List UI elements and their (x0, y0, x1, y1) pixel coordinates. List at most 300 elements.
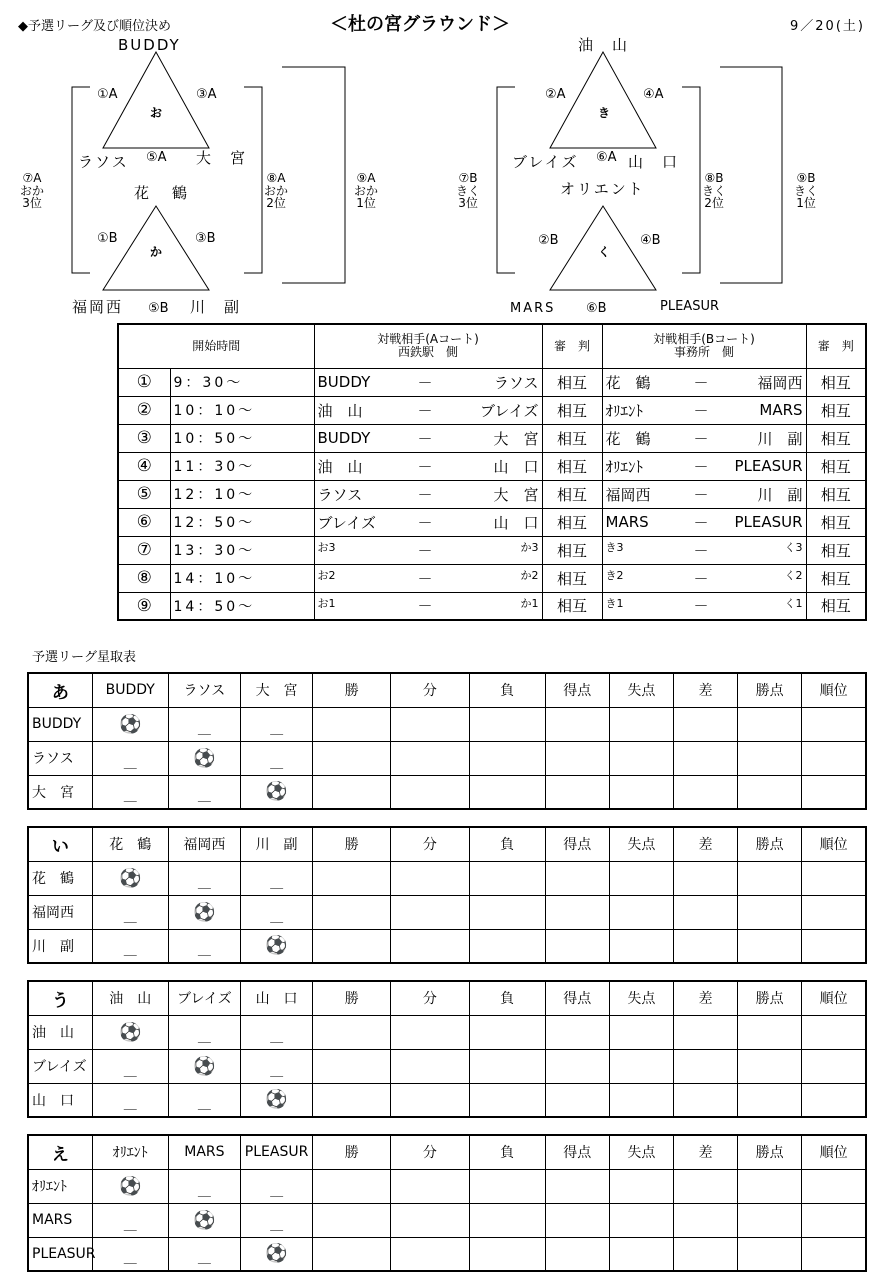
team-label: MARS (510, 301, 556, 316)
versus-dash: － (684, 368, 718, 396)
team-column-header: 川 副 (240, 827, 312, 861)
group-name: え (28, 1135, 92, 1169)
stat-header: 勝 (313, 673, 391, 707)
stat-header: 得点 (545, 981, 609, 1015)
rank-label-8a: ⑧A おか 2位 (264, 171, 289, 211)
stat-header: 負 (469, 827, 545, 861)
empty-result-mark: ＿ (92, 1049, 168, 1083)
soccer-ball-icon: ⚽ (168, 895, 240, 929)
stat-cell (802, 707, 866, 741)
team-label: ブレイズ (512, 153, 579, 171)
stat-cell (673, 1203, 737, 1237)
stat-cell (545, 861, 609, 895)
match-label: ②A (545, 87, 566, 102)
empty-result-mark: ＿ (168, 861, 240, 895)
stat-cell (609, 1237, 673, 1271)
stat-cell (609, 895, 673, 929)
stat-cell (469, 895, 545, 929)
versus-dash: － (684, 508, 718, 536)
stat-cell (313, 1169, 391, 1203)
court-b-team-1: 花 鶴 (602, 424, 684, 452)
stat-cell (545, 1237, 609, 1271)
soccer-ball-icon: ⚽ (92, 1015, 168, 1049)
start-time: 13：30～ (170, 536, 314, 564)
empty-result-mark: ＿ (240, 1203, 312, 1237)
start-time: 9：30～ (170, 368, 314, 396)
standings-row (28, 775, 866, 809)
stat-cell (673, 1015, 737, 1049)
referee-b: 相互 (806, 508, 866, 536)
stat-cell (391, 895, 469, 929)
empty-result-mark: ＿ (92, 1083, 168, 1117)
standings-row (28, 1203, 866, 1237)
event-date: 9／20(土) (790, 19, 865, 34)
stat-header: 分 (391, 673, 469, 707)
team-column-header: 花 鶴 (92, 827, 168, 861)
court-a-team-2: 山 口 (444, 452, 542, 480)
team-row-name: 油 山 (28, 1015, 92, 1049)
stat-cell (609, 1015, 673, 1049)
referee-a: 相互 (542, 396, 602, 424)
stat-cell (313, 1083, 391, 1117)
standings-row (28, 707, 866, 741)
soccer-ball-icon: ⚽ (168, 741, 240, 775)
stat-cell (609, 741, 673, 775)
stat-cell (391, 741, 469, 775)
empty-result-mark: ＿ (240, 1169, 312, 1203)
stat-header: 負 (469, 981, 545, 1015)
versus-dash: － (406, 508, 444, 536)
stat-header: 勝点 (738, 673, 802, 707)
standings-row (28, 1083, 866, 1117)
schedule-row (118, 508, 866, 536)
empty-result-mark: ＿ (92, 1203, 168, 1237)
court-b-team-2: く2 (718, 564, 806, 592)
stat-cell (802, 929, 866, 963)
court-b-team-1: 福岡西 (602, 480, 684, 508)
empty-result-mark: ＿ (168, 1015, 240, 1049)
empty-result-mark: ＿ (168, 1169, 240, 1203)
stat-cell (313, 707, 391, 741)
team-column-header: PLEASUR (240, 1135, 312, 1169)
team-column-header: ブレイズ (168, 981, 240, 1015)
court-a-team-2: 大 宮 (444, 424, 542, 452)
referee-a: 相互 (542, 592, 602, 620)
stat-cell (313, 775, 391, 809)
referee-b: 相互 (806, 536, 866, 564)
team-label: オリエント (560, 180, 645, 198)
stat-cell (545, 741, 609, 775)
empty-result-mark: ＿ (240, 895, 312, 929)
match-number: ④ (118, 452, 170, 480)
group-name: い (28, 827, 92, 861)
stat-cell (469, 929, 545, 963)
team-label: 福岡西 (72, 298, 124, 316)
stat-cell (673, 929, 737, 963)
rank-label-8b: ⑧B きく 2位 (702, 171, 727, 211)
match-number: ⑥ (118, 508, 170, 536)
court-b-team-2: PLEASUR (718, 508, 806, 536)
stat-cell (802, 1049, 866, 1083)
referee-a: 相互 (542, 564, 602, 592)
stat-cell (469, 1049, 545, 1083)
standings-row (28, 1015, 866, 1049)
stat-cell (391, 775, 469, 809)
match-label: ④B (640, 233, 661, 248)
stat-header: 分 (391, 827, 469, 861)
empty-result-mark: ＿ (92, 929, 168, 963)
match-label: ②B (538, 233, 559, 248)
standings-table (27, 980, 867, 1118)
team-row-name: 山 口 (28, 1083, 92, 1117)
standings-table (27, 826, 867, 964)
court-a-team-2: 大 宮 (444, 480, 542, 508)
team-column-header: 大 宮 (240, 673, 312, 707)
stat-cell (673, 1169, 737, 1203)
soccer-ball-icon: ⚽ (92, 861, 168, 895)
group-label-ki: き (598, 106, 611, 120)
standings-row (28, 861, 866, 895)
stat-header: 失点 (609, 1135, 673, 1169)
empty-result-mark: ＿ (168, 1083, 240, 1117)
stat-header: 失点 (609, 673, 673, 707)
team-column-header: BUDDY (92, 673, 168, 707)
stat-cell (738, 895, 802, 929)
start-time: 10：50～ (170, 424, 314, 452)
match-number: ⑤ (118, 480, 170, 508)
match-number: ⑦ (118, 536, 170, 564)
court-a-team-1: お1 (314, 592, 406, 620)
empty-result-mark: ＿ (92, 1237, 168, 1271)
court-a-team-1: BUDDY (314, 424, 406, 452)
start-time: 12：50～ (170, 508, 314, 536)
stat-cell (738, 1237, 802, 1271)
court-a-team-1: お3 (314, 536, 406, 564)
start-time: 10：10～ (170, 396, 314, 424)
court-b-team-2: MARS (718, 396, 806, 424)
match-number: ⑧ (118, 564, 170, 592)
team-row-name: 花 鶴 (28, 861, 92, 895)
stat-cell (391, 1083, 469, 1117)
stat-cell (313, 895, 391, 929)
header-court-b: 対戦相手(Bコート) 事務所 側 (602, 324, 806, 368)
standings-row (28, 1237, 866, 1271)
versus-dash: － (406, 536, 444, 564)
referee-b: 相互 (806, 592, 866, 620)
stat-header: 勝 (313, 981, 391, 1015)
stat-cell (545, 929, 609, 963)
team-row-name: ブレイズ (28, 1049, 92, 1083)
stat-header: 負 (469, 673, 545, 707)
team-column-header: ラソス (168, 673, 240, 707)
standings-header-row (28, 673, 866, 707)
stat-cell (673, 741, 737, 775)
court-a-team-1: 油 山 (314, 452, 406, 480)
stat-cell (673, 1083, 737, 1117)
empty-result-mark: ＿ (92, 775, 168, 809)
empty-result-mark: ＿ (240, 1049, 312, 1083)
stat-cell (738, 1203, 802, 1237)
team-label: 山 口 (628, 153, 680, 171)
court-b-team-2: PLEASUR (718, 452, 806, 480)
stat-cell (609, 1203, 673, 1237)
versus-dash: － (684, 564, 718, 592)
rank-label-7b: ⑦B きく 3位 (456, 171, 481, 211)
court-a-team-2: か3 (444, 536, 542, 564)
standings-title: 予選リーグ星取表 (32, 650, 137, 665)
stat-header: 負 (469, 1135, 545, 1169)
court-a-team-1: お2 (314, 564, 406, 592)
court-a-team-2: ブレイズ (444, 396, 542, 424)
match-label: ③A (196, 87, 217, 102)
header-referee-a: 審 判 (542, 324, 602, 368)
match-number: ⑨ (118, 592, 170, 620)
standings-table (27, 1134, 867, 1272)
stat-header: 分 (391, 1135, 469, 1169)
stat-cell (545, 1015, 609, 1049)
team-column-header: ｵﾘｴﾝﾄ (92, 1135, 168, 1169)
stat-cell (609, 929, 673, 963)
header-start-time: 開始時間 (118, 324, 314, 368)
stat-cell (738, 1049, 802, 1083)
stat-cell (609, 1169, 673, 1203)
standings-row (28, 1169, 866, 1203)
stat-cell (469, 707, 545, 741)
header-caption: ◆予選リーグ及び順位決め (18, 19, 171, 34)
soccer-ball-icon: ⚽ (92, 1169, 168, 1203)
stat-header: 勝点 (738, 981, 802, 1015)
stat-cell (738, 861, 802, 895)
stat-cell (313, 1237, 391, 1271)
stat-header: 失点 (609, 827, 673, 861)
soccer-ball-icon: ⚽ (240, 775, 312, 809)
empty-result-mark: ＿ (92, 895, 168, 929)
rank-label-9b: ⑨B きく 1位 (794, 171, 819, 211)
referee-b: 相互 (806, 452, 866, 480)
stat-cell (738, 1083, 802, 1117)
stat-cell (313, 861, 391, 895)
empty-result-mark: ＿ (168, 929, 240, 963)
stat-cell (738, 775, 802, 809)
court-a-team-2: か1 (444, 592, 542, 620)
match-label: ⑤A (146, 150, 167, 165)
versus-dash: － (684, 452, 718, 480)
standings-row (28, 895, 866, 929)
team-buddy: BUDDY (118, 36, 181, 54)
stat-cell (673, 1237, 737, 1271)
court-a-team-1: ラソス (314, 480, 406, 508)
stat-cell (802, 1083, 866, 1117)
stat-header: 得点 (545, 827, 609, 861)
schedule-row (118, 564, 866, 592)
stat-cell (469, 741, 545, 775)
match-label: ③B (195, 231, 216, 246)
court-b-team-1: き3 (602, 536, 684, 564)
stat-header: 勝点 (738, 827, 802, 861)
court-b-team-1: MARS (602, 508, 684, 536)
court-a-team-2: ラソス (444, 368, 542, 396)
stat-cell (313, 1203, 391, 1237)
referee-a: 相互 (542, 508, 602, 536)
court-a-team-1: 油 山 (314, 396, 406, 424)
stat-header: 差 (673, 827, 737, 861)
stat-cell (673, 1049, 737, 1083)
team-label: PLEASUR (660, 299, 719, 314)
stat-cell (391, 1015, 469, 1049)
empty-result-mark: ＿ (240, 741, 312, 775)
stat-cell (391, 1049, 469, 1083)
schedule-row (118, 592, 866, 620)
stat-cell (469, 1237, 545, 1271)
team-label: 大 宮 (196, 149, 248, 167)
versus-dash: － (406, 564, 444, 592)
stat-cell (738, 1015, 802, 1049)
court-b-team-1: ｵﾘｴﾝﾄ (602, 396, 684, 424)
referee-b: 相互 (806, 564, 866, 592)
versus-dash: － (406, 368, 444, 396)
versus-dash: － (684, 480, 718, 508)
schedule-header-row (118, 324, 866, 368)
team-row-name: PLEASUR (28, 1237, 92, 1271)
empty-result-mark: ＿ (240, 1015, 312, 1049)
court-b-team-2: 川 副 (718, 424, 806, 452)
team-row-name: 大 宮 (28, 775, 92, 809)
stat-cell (545, 775, 609, 809)
match-number: ③ (118, 424, 170, 452)
court-a-team-2: か2 (444, 564, 542, 592)
court-b-team-2: 川 副 (718, 480, 806, 508)
stat-header: 差 (673, 1135, 737, 1169)
referee-b: 相互 (806, 424, 866, 452)
stat-cell (738, 707, 802, 741)
team-column-header: MARS (168, 1135, 240, 1169)
empty-result-mark: ＿ (168, 1237, 240, 1271)
standings-header-row (28, 1135, 866, 1169)
stat-cell (609, 775, 673, 809)
stat-cell (673, 861, 737, 895)
stat-cell (609, 707, 673, 741)
stat-cell (391, 707, 469, 741)
schedule-row (118, 536, 866, 564)
stat-cell (313, 741, 391, 775)
match-label: ⑥B (586, 301, 607, 316)
referee-a: 相互 (542, 424, 602, 452)
standings-table (27, 672, 867, 810)
stat-header: 勝 (313, 827, 391, 861)
standings-row (28, 929, 866, 963)
schedule-row (118, 396, 866, 424)
stat-header: 差 (673, 981, 737, 1015)
stat-cell (802, 861, 866, 895)
soccer-ball-icon: ⚽ (168, 1203, 240, 1237)
stat-cell (609, 861, 673, 895)
stat-cell (802, 1203, 866, 1237)
stat-cell (313, 1049, 391, 1083)
court-b-team-1: き1 (602, 592, 684, 620)
referee-a: 相互 (542, 452, 602, 480)
stat-cell (391, 1203, 469, 1237)
versus-dash: － (406, 592, 444, 620)
referee-b: 相互 (806, 368, 866, 396)
schedule-row (118, 424, 866, 452)
empty-result-mark: ＿ (240, 861, 312, 895)
match-schedule-table (117, 323, 867, 621)
team-column-header: 山 口 (240, 981, 312, 1015)
team-row-name: ラソス (28, 741, 92, 775)
court-b-team-1: き2 (602, 564, 684, 592)
stat-cell (469, 1203, 545, 1237)
court-b-team-2: 福岡西 (718, 368, 806, 396)
court-b-team-1: 花 鶴 (602, 368, 684, 396)
rank-label-7a: ⑦A おか 3位 (20, 171, 45, 211)
schedule-row (118, 368, 866, 396)
stat-cell (802, 1015, 866, 1049)
match-label: ④A (643, 87, 664, 102)
stat-header: 順位 (802, 827, 866, 861)
stat-cell (609, 1049, 673, 1083)
stat-header: 順位 (802, 673, 866, 707)
stat-header: 勝 (313, 1135, 391, 1169)
stat-cell (673, 707, 737, 741)
stat-cell (469, 1015, 545, 1049)
team-label: 川 副 (190, 298, 242, 316)
stat-cell (673, 775, 737, 809)
versus-dash: － (406, 480, 444, 508)
stat-header: 順位 (802, 1135, 866, 1169)
group-label-ku: く (598, 245, 611, 259)
schedule-row (118, 452, 866, 480)
versus-dash: － (406, 396, 444, 424)
group-label-o: お (150, 106, 163, 120)
versus-dash: － (406, 452, 444, 480)
stat-cell (738, 929, 802, 963)
referee-a: 相互 (542, 368, 602, 396)
start-time: 14：10～ (170, 564, 314, 592)
soccer-ball-icon: ⚽ (168, 1049, 240, 1083)
match-number: ① (118, 368, 170, 396)
team-row-name: BUDDY (28, 707, 92, 741)
match-number: ② (118, 396, 170, 424)
start-time: 14：50～ (170, 592, 314, 620)
versus-dash: － (684, 536, 718, 564)
standings-row (28, 1049, 866, 1083)
referee-a: 相互 (542, 480, 602, 508)
stat-cell (391, 929, 469, 963)
referee-a: 相互 (542, 536, 602, 564)
rank-label-9a: ⑨A おか 1位 (354, 171, 379, 211)
header-referee-b: 審 判 (806, 324, 866, 368)
group-name: あ (28, 673, 92, 707)
page-title: ＜杜の宮グラウンド＞ (330, 14, 510, 35)
stat-cell (469, 1169, 545, 1203)
stat-cell (545, 707, 609, 741)
stat-cell (802, 741, 866, 775)
referee-b: 相互 (806, 480, 866, 508)
team-column-header: 油 山 (92, 981, 168, 1015)
start-time: 11：30～ (170, 452, 314, 480)
stat-cell (545, 1049, 609, 1083)
court-a-team-1: BUDDY (314, 368, 406, 396)
soccer-ball-icon: ⚽ (240, 1237, 312, 1271)
group-label-ka: か (150, 245, 163, 259)
team-label: 鶴 (172, 184, 190, 202)
soccer-ball-icon: ⚽ (92, 707, 168, 741)
stat-header: 失点 (609, 981, 673, 1015)
empty-result-mark: ＿ (168, 775, 240, 809)
empty-result-mark: ＿ (240, 707, 312, 741)
stat-cell (545, 1203, 609, 1237)
versus-dash: － (684, 396, 718, 424)
